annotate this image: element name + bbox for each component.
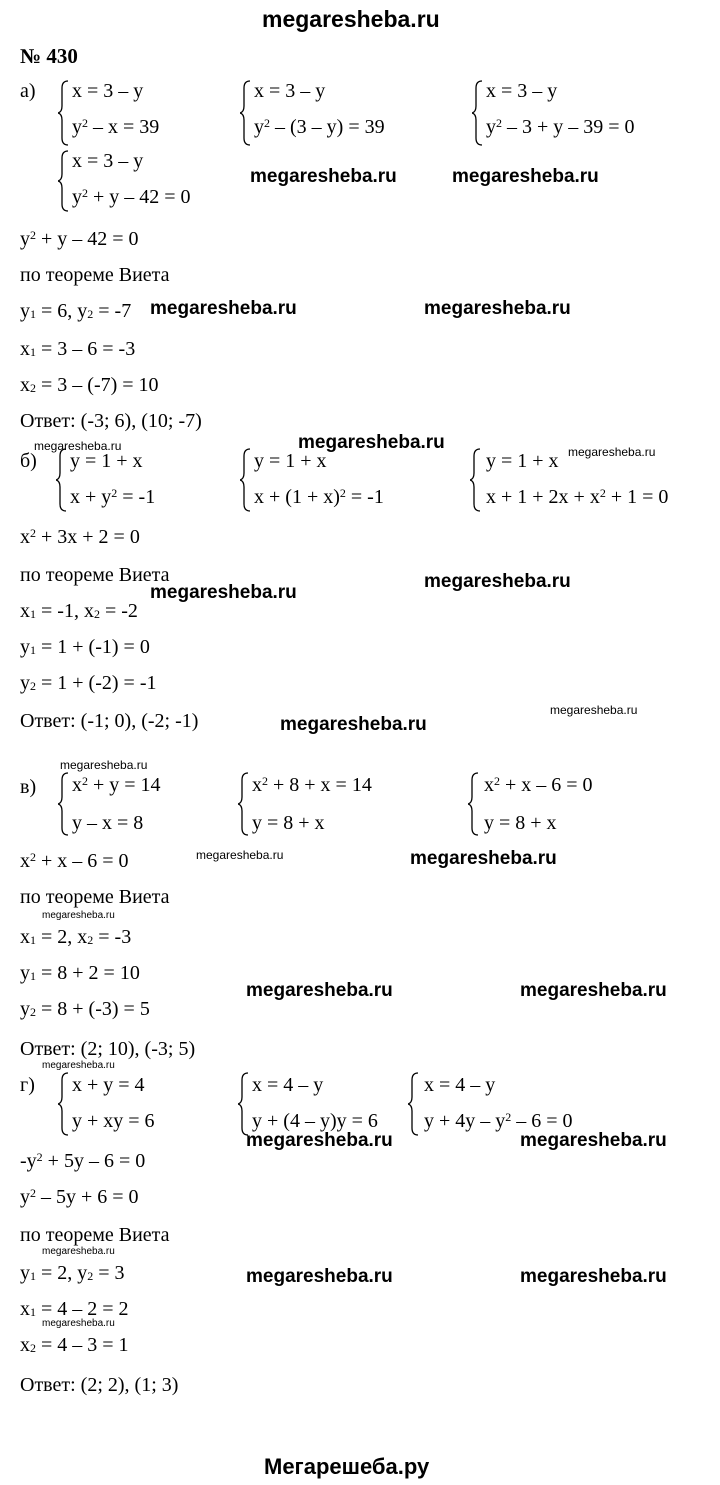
part-b-vieta: по теореме Виета: [20, 564, 170, 586]
watermark-small: megaresheba.ru: [42, 910, 115, 921]
watermark: megaresheba.ru: [246, 980, 393, 1001]
watermark: megaresheba.ru: [150, 582, 297, 603]
part-a-answer: Ответ: (-3; 6), (10; -7): [20, 410, 202, 432]
brace: [408, 1072, 420, 1136]
part-v-s1-line2: y – x = 8: [72, 812, 144, 834]
part-a-s1-line1: x = 3 – y: [72, 80, 144, 102]
watermark: megaresheba.ru: [424, 298, 571, 319]
part-g-equation-2: $y^2 - 5y + 6 = 0$: [20, 1186, 139, 1208]
part-v-label: в): [20, 776, 37, 798]
watermark-small: megaresheba.ru: [42, 1246, 115, 1257]
part-v-s2-line2: y = 8 + x: [252, 812, 325, 834]
part-b-s1-line1: y = 1 + x: [70, 450, 143, 472]
watermark: megaresheba.ru: [424, 571, 571, 592]
brace: [238, 1072, 250, 1136]
part-v-answer: Ответ: (2; 10), (-3; 5): [20, 1038, 196, 1060]
part-g-label: г): [20, 1074, 35, 1096]
brace: [470, 448, 482, 512]
watermark: megaresheba.ru: [520, 980, 667, 1001]
watermark-small: megaresheba.ru: [42, 1318, 115, 1329]
part-a-s4-line1: x = 3 – y: [72, 150, 144, 172]
part-v-s3-line2: y = 8 + x: [484, 812, 557, 834]
brace: [58, 80, 70, 146]
part-v-s2-line1: $x^2 + 8 + x = 14$: [252, 774, 372, 796]
part-a-roots: $y_1 = 6$, $y_2 = -7$: [20, 300, 132, 322]
brace: [472, 80, 484, 146]
part-b-s3-line2: $x + 1 + 2x + x^2 + 1 = 0$: [486, 486, 669, 508]
brace: [240, 448, 252, 512]
part-g-equation-1: $-y^2 + 5y - 6 = 0$: [20, 1150, 146, 1172]
brace: [58, 150, 70, 212]
part-v-vieta: по теореме Виета: [20, 886, 170, 908]
problem-number: № 430: [20, 44, 78, 68]
part-v-equation: $x^2 + x - 6 = 0$: [20, 850, 129, 872]
part-a-label: а): [20, 80, 36, 102]
part-b-roots: $x_1 = -1$, $x_2 = -2$: [20, 600, 138, 622]
part-b-s2-line2: $x + (1 + x)^2 = -1$: [254, 486, 384, 508]
part-g-vieta: по теореме Виета: [20, 1224, 170, 1246]
part-g-s2-line1: x = 4 – y: [252, 1074, 324, 1096]
part-a-s3-line1: x = 3 – y: [486, 80, 558, 102]
part-b-s2-line1: y = 1 + x: [254, 450, 327, 472]
part-g-x1: $x_1 = 4 - 2 = 2$: [20, 1298, 129, 1320]
watermark-small: megaresheba.ru: [550, 703, 638, 717]
part-v-s3-line1: $x^2 + x - 6 = 0$: [484, 774, 593, 796]
part-g-x2: $x_2 = 4 - 3 = 1$: [20, 1334, 129, 1356]
watermark: megaresheba.ru: [520, 1130, 667, 1151]
part-v-y2: $y_2 = 8 + (-3) = 5$: [20, 998, 150, 1020]
part-a-s4-line2: $y^2 + y - 42 = 0$: [72, 186, 191, 208]
part-a-x1: $x_1 = 3 - 6 = -3$: [20, 338, 136, 360]
site-header: megaresheba.ru: [262, 6, 440, 32]
watermark: megaresheba.ru: [150, 298, 297, 319]
watermark-small: megaresheba.ru: [568, 445, 656, 459]
part-a-s1-line2: $y^2 - x = 39$: [72, 116, 160, 138]
watermark-small: megaresheba.ru: [60, 758, 148, 772]
part-g-s2-line2: y + (4 – y)y = 6: [252, 1110, 378, 1132]
part-a-s3-line2: $y^2 - 3 + y - 39 = 0$: [486, 116, 635, 138]
part-b-equation: $x^2 + 3x + 2 = 0$: [20, 526, 140, 548]
watermark: megaresheba.ru: [520, 1266, 667, 1287]
part-g-s3-line1: x = 4 – y: [424, 1074, 496, 1096]
part-v-roots: $x_1 = 2$, $x_2 = -3$: [20, 926, 132, 948]
part-b-label: б): [20, 450, 37, 472]
part-v-s1-line1: $x^2 + y = 14$: [72, 774, 161, 796]
brace: [240, 80, 252, 146]
part-g-roots: $y_1 = 2$, $y_2 = 3$: [20, 1262, 125, 1284]
watermark-small: megaresheba.ru: [42, 1060, 115, 1071]
watermark-small: megaresheba.ru: [196, 848, 284, 862]
brace: [58, 772, 70, 836]
part-b-answer: Ответ: (-1; 0), (-2; -1): [20, 710, 199, 732]
part-b-s3-line1: y = 1 + x: [486, 450, 559, 472]
part-a-x2: $x_2 = 3 - (-7) = 10$: [20, 374, 159, 396]
part-g-s3-line2: $y + 4y - y^2 - 6 = 0$: [424, 1110, 573, 1132]
watermark: megaresheba.ru: [250, 166, 397, 187]
watermark: megaresheba.ru: [452, 166, 599, 187]
brace: [468, 772, 480, 836]
part-b-s1-line2: $x + y^2 = -1$: [70, 486, 156, 508]
brace: [238, 772, 250, 836]
watermark: megaresheba.ru: [410, 848, 557, 869]
watermark: megaresheba.ru: [280, 714, 427, 735]
watermark: megaresheba.ru: [298, 432, 445, 453]
part-g-s1-line2: y + xy = 6: [72, 1110, 155, 1132]
part-a-s2-line1: x = 3 – y: [254, 80, 326, 102]
watermark: megaresheba.ru: [246, 1266, 393, 1287]
site-footer: Мегарешеба.ру: [264, 1454, 430, 1479]
part-v-y1: $y_1 = 8 + 2 = 10$: [20, 962, 140, 984]
part-a-vieta: по теореме Виета: [20, 264, 170, 286]
brace: [58, 1072, 70, 1136]
part-g-answer: Ответ: (2; 2), (1; 3): [20, 1374, 179, 1396]
part-b-y1: $y_1 = 1 + (-1) = 0$: [20, 636, 150, 658]
part-a-equation: $y^2 + y - 42 = 0$: [20, 228, 139, 250]
brace: [56, 448, 68, 512]
part-g-s1-line1: x + y = 4: [72, 1074, 145, 1096]
watermark: megaresheba.ru: [246, 1130, 393, 1151]
part-a-s2-line2: $y^2 - (3 - y) = 39$: [254, 116, 385, 138]
watermark-small: megaresheba.ru: [34, 439, 122, 453]
part-b-y2: $y_2 = 1 + (-2) = -1$: [20, 672, 157, 694]
